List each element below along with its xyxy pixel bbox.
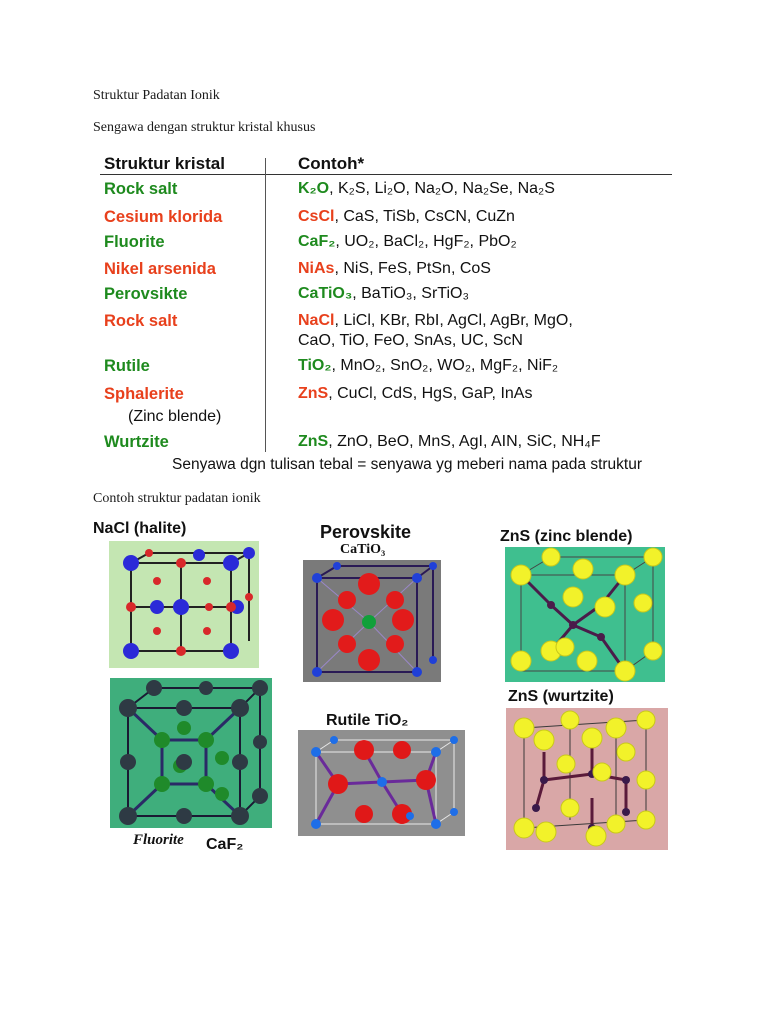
heading-paragraph: Struktur Padatan Ionik <box>93 88 220 103</box>
examples-paragraph: Contoh struktur padatan ionik <box>93 491 261 506</box>
row-examples-continued: CaO, TiO, FeO, SnAs, UC, ScN <box>298 332 523 349</box>
row-name: Cesium klorida <box>104 208 223 226</box>
row-name: Rock salt <box>104 312 178 330</box>
perovskite-caption: Perovskite <box>320 522 412 542</box>
row-name: Wurtzite <box>104 433 169 451</box>
nacl-caption: NaCl (halite) <box>93 520 187 537</box>
fluorite-crystal-image <box>110 678 272 828</box>
row-examples: ZnS, CuCl, CdS, HgS, GaP, InAs <box>298 385 533 402</box>
nacl-crystal-image <box>109 541 259 668</box>
row-name: Nikel arsenida <box>104 260 216 278</box>
row-subname: (Zinc blende) <box>128 408 222 425</box>
rutile-caption: Rutile TiO₂ <box>326 712 409 729</box>
row-examples: CaF₂, UO₂, BaCl₂, HgF₂, PbO₂ <box>298 233 517 250</box>
intro-paragraph: Sengawa dengan struktur kristal khusus <box>93 120 316 135</box>
row-examples: CaTiO₃, BaTiO₃, SrTiO₃ <box>298 285 469 302</box>
table-column-divider <box>265 158 266 452</box>
row-examples: NiAs, NiS, FeS, PtSn, CoS <box>298 260 491 277</box>
fluorite-caption: CaF₂ <box>206 836 244 853</box>
perovskite-subcaption: CaTiO₃ <box>340 542 386 557</box>
zinc-blende-crystal-image <box>505 547 665 682</box>
table-header-structure: Struktur kristal <box>104 154 225 173</box>
table-header-rule <box>100 174 672 175</box>
table-footnote: Senyawa dgn tulisan tebal = senyawa yg meberi nama pada struktur <box>172 456 643 473</box>
crystal-structure-table <box>100 150 675 480</box>
zinc-blende-caption: ZnS (zinc blende) <box>500 528 633 545</box>
row-name: Fluorite <box>104 233 165 251</box>
row-name: Rutile <box>104 357 150 375</box>
row-examples: CsCl, CaS, TiSb, CsCN, CuZn <box>298 208 515 225</box>
row-name: Rock salt <box>104 180 178 198</box>
rutile-crystal-image <box>298 730 465 836</box>
table-header-examples: Contoh* <box>298 154 365 173</box>
wurtzite-caption: ZnS (wurtzite) <box>508 688 614 705</box>
row-examples: K₂O, K₂S, Li₂O, Na₂O, Na₂Se, Na₂S <box>298 180 555 197</box>
row-examples: NaCl, LiCl, KBr, RbI, AgCl, AgBr, MgO, <box>298 312 573 329</box>
row-examples: TiO₂, MnO₂, SnO₂, WO₂, MgF₂, NiF₂ <box>298 357 559 374</box>
row-examples: ZnS, ZnO, BeO, MnS, AgI, AIN, SiC, NH₄F <box>298 433 601 450</box>
wurtzite-crystal-image <box>506 708 668 850</box>
row-name: Perovsikte <box>104 285 188 303</box>
row-name: Sphalerite <box>104 385 184 403</box>
perovskite-crystal-image <box>303 560 441 682</box>
fluorite-caption-italic: Fluorite <box>133 832 184 848</box>
